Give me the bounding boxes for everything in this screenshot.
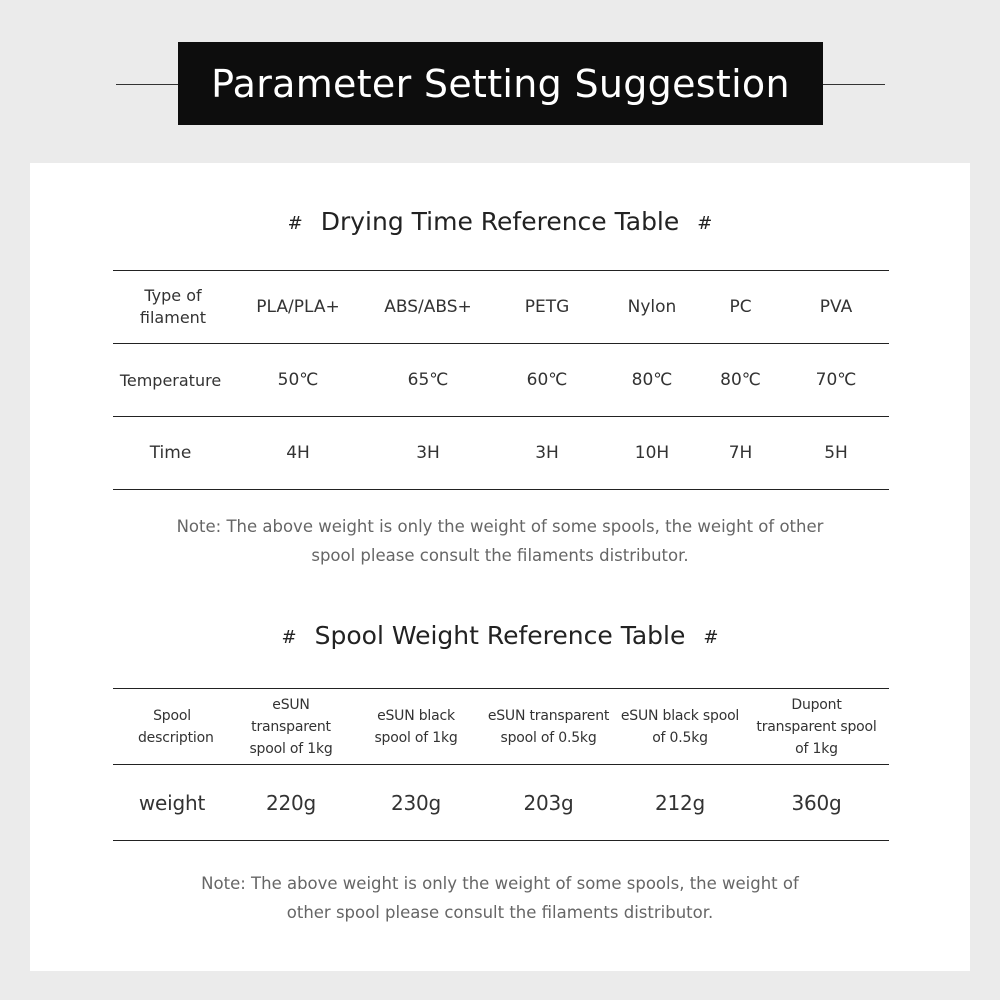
- drying-time-table: [113, 270, 889, 490]
- temperature-cell: 50℃: [228, 344, 368, 417]
- spool-note: [0, 869, 1000, 927]
- spool-description-cell: eSUN transparent spool of 1kg: [231, 689, 351, 765]
- weight-cell: 230g: [351, 765, 481, 841]
- table-row: [113, 344, 889, 417]
- weight-header: weight: [113, 765, 231, 841]
- temperature-cell: 60℃: [488, 344, 606, 417]
- time-cell: 10H: [606, 417, 698, 490]
- spool-title-text: Spool Weight Reference Table: [314, 621, 686, 650]
- note-line: Note: The above weight is only the weight of some spools, the weight of other: [176, 517, 824, 536]
- hash-icon: #: [281, 626, 297, 648]
- table-row: [113, 689, 889, 765]
- header-banner: [178, 42, 823, 125]
- table-row: [113, 765, 889, 841]
- weight-cell: 360g: [744, 765, 889, 841]
- material-cell: PVA: [783, 271, 889, 344]
- weight-cell: 212g: [616, 765, 744, 841]
- table-row: [113, 417, 889, 490]
- temperature-cell: 80℃: [698, 344, 783, 417]
- temperature-header: Temperature: [113, 344, 228, 417]
- page-title: Parameter Setting Suggestion: [211, 61, 790, 106]
- material-cell: Nylon: [606, 271, 698, 344]
- note-line: Note: The above weight is only the weight of some spools, the weight of: [201, 874, 799, 893]
- note-line: spool please consult the filaments distributor.: [311, 546, 689, 565]
- temperature-cell: 70℃: [783, 344, 889, 417]
- spool-description-cell: eSUN transparent spool of 0.5kg: [481, 689, 616, 765]
- material-cell: ABS/ABS+: [368, 271, 488, 344]
- filament-type-header: Type of filament: [113, 271, 228, 344]
- temperature-cell: 65℃: [368, 344, 488, 417]
- time-cell: 7H: [698, 417, 783, 490]
- weight-cell: 220g: [231, 765, 351, 841]
- header-right-rule: [823, 84, 885, 85]
- spool-description-cell: Dupont transparent spool of 1kg: [744, 689, 889, 765]
- time-cell: 3H: [488, 417, 606, 490]
- drying-note: [0, 512, 1000, 570]
- spool-description-cell: eSUN black spool of 1kg: [351, 689, 481, 765]
- drying-table-title: [0, 207, 1000, 236]
- spool-description-header: Spool description: [113, 689, 231, 765]
- spool-weight-table: [113, 688, 889, 841]
- temperature-cell: 80℃: [606, 344, 698, 417]
- time-cell: 3H: [368, 417, 488, 490]
- time-header: Time: [113, 417, 228, 490]
- drying-title-text: Drying Time Reference Table: [320, 207, 680, 236]
- header-left-rule: [116, 84, 178, 85]
- spool-description-cell: eSUN black spool of 0.5kg: [616, 689, 744, 765]
- weight-cell: 203g: [481, 765, 616, 841]
- spool-table-title: [0, 621, 1000, 650]
- time-cell: 4H: [228, 417, 368, 490]
- hash-icon: #: [697, 212, 713, 234]
- time-cell: 5H: [783, 417, 889, 490]
- material-cell: PETG: [488, 271, 606, 344]
- hash-icon: #: [287, 212, 303, 234]
- material-cell: PC: [698, 271, 783, 344]
- note-line: other spool please consult the filaments distributor.: [286, 903, 714, 922]
- material-cell: PLA/PLA+: [228, 271, 368, 344]
- table-row: [113, 271, 889, 344]
- hash-icon: #: [703, 626, 719, 648]
